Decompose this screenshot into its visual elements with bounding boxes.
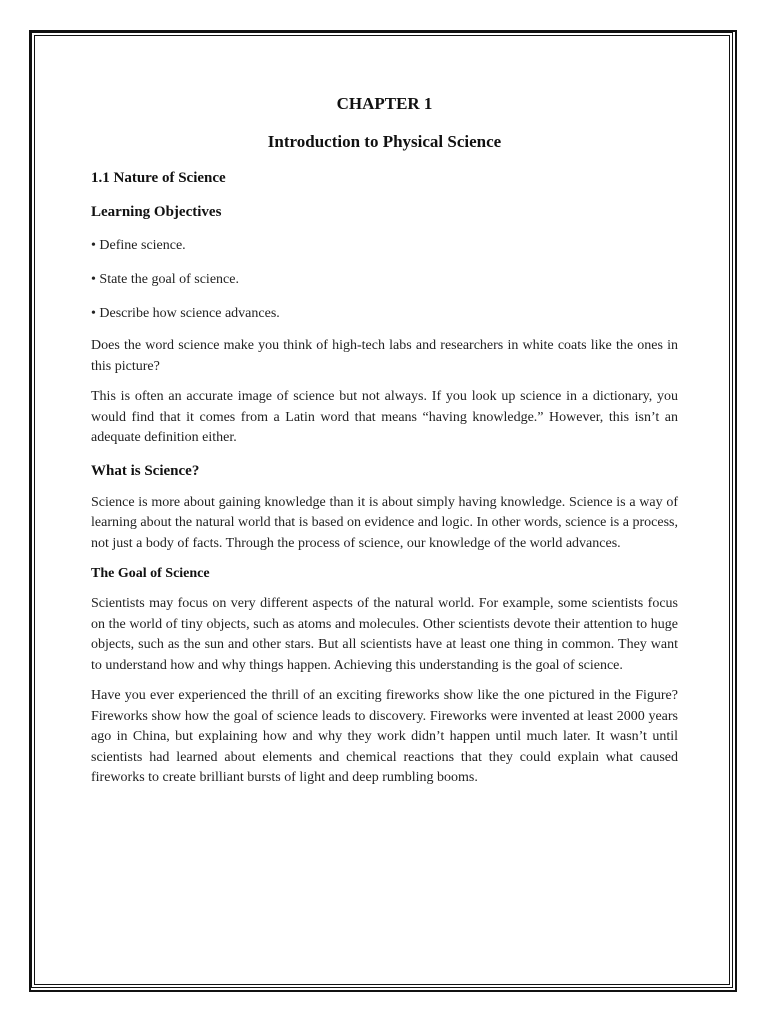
what-is-science-paragraph: Science is more about gaining knowledge than it is about simply having knowledge. Science is a way of learning about the natural world that is based on evidence and logic. In other words, science is a process, not just a body of facts. Through the process of science, our knowledge of the world advances. [91, 494, 678, 551]
goal-paragraph: Have you ever experienced the thrill of an exciting fireworks show like the one pictured in the Figure? Fireworks show how the goal of science leads to discovery. Fireworks were invented at least 2000 years ago in China, but explaining how and why they work didn’t happen until much later. It wasn’t until scientists had learned about elements and chemical reactions that they could explain what caused fireworks to create brilliant bursts of light and deep rumbling booms. [91, 688, 678, 785]
objective-item: • Describe how science advances. [91, 306, 280, 321]
chapter-title: Introduction to Physical Science [267, 132, 502, 151]
what-is-science-heading: What is Science? [91, 462, 200, 479]
intro-paragraph: This is often an accurate image of science but not always. If you look up science in a dictionary, you would find that it comes from a Latin word that means “having knowledge.” However, this isn’t an adequate definition either. [91, 389, 678, 445]
objective-item: • State the goal of science. [91, 272, 239, 287]
section-heading: 1.1 Nature of Science [91, 170, 226, 186]
goal-of-science-heading: The Goal of Science [91, 566, 210, 581]
objective-item: • Define science. [91, 238, 186, 253]
intro-paragraph: Does the word science make you think of high-tech labs and researchers in white coats like the ones in this picture? [91, 338, 678, 374]
goal-paragraph: Scientists may focus on very different aspects of the natural world. For example, some scientists focus on the world of tiny objects, such as atoms and molecules. Other scientists devote their attention to huge objects, such as the sun and other stars. But all scientists have at least one thing in common. They want to understand how and why things happen. Achieving this understanding is the goal of science. [91, 596, 678, 673]
chapter-heading: CHAPTER 1 [336, 94, 433, 113]
document-body [91, 92, 678, 799]
objectives-heading: Learning Objectives [91, 204, 222, 220]
